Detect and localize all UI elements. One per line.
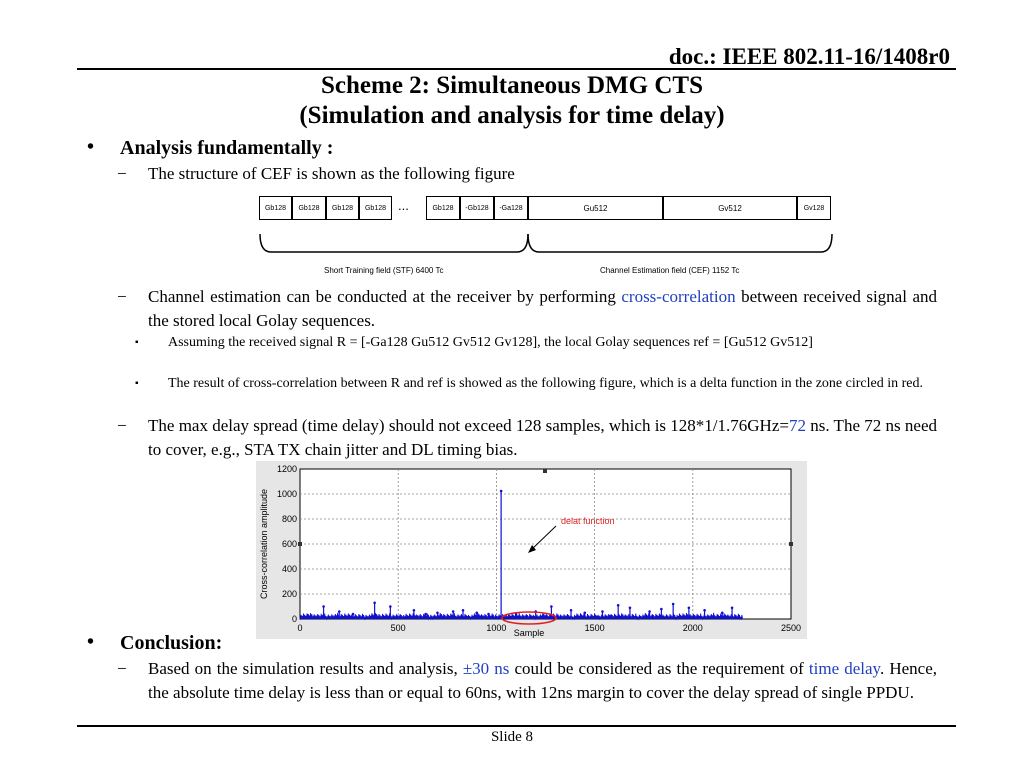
ellipsis: ...: [398, 198, 409, 213]
square-bullet: ▪: [135, 337, 139, 348]
data-point: [373, 601, 376, 604]
y-tick-label: 0: [291, 614, 297, 624]
data-point: [648, 610, 651, 613]
dash-glyph: −: [117, 659, 127, 678]
y-axis-label: Cross-correlation amplitude: [259, 488, 269, 600]
handle: [543, 469, 547, 473]
brace-lines: [255, 228, 840, 258]
slide-title-line2: (Simulation and analysis for time delay): [299, 102, 725, 129]
field-box: Gb128: [359, 196, 392, 220]
x-tick-label: 2000: [682, 623, 703, 633]
conclusion-heading: Conclusion:: [120, 632, 223, 654]
conclusion-text-c: . Hence, the absolute time delay is less than or equal to 60ns, with 12ns margin to cover the delay spread of single PPDU.: [148, 659, 937, 702]
cef-label: Channel Estimation field (CEF) 1152 Tc: [600, 266, 740, 275]
data-point: [601, 610, 604, 613]
analysis-sq2: The result of cross-correlation between R and ref is showed as the following figure, which is a delta function in the zone circled in red.: [168, 376, 923, 391]
data-point: [629, 606, 632, 609]
square-bullet: ▪: [135, 378, 139, 389]
analysis-sq1: Assuming the received signal R = [-Ga128 Gu512 Gv512 Gv128], the local Golay sequences ref = [Gu512 Gv512]: [168, 335, 813, 350]
doc-id: doc.: IEEE 802.11-16/1408r0: [668, 44, 950, 69]
y-tick-label: 600: [281, 539, 297, 549]
x-tick-label: 1000: [486, 623, 507, 633]
analysis-sub3: [148, 414, 937, 462]
y-tick-label: 200: [281, 589, 297, 599]
stf-brace: [260, 234, 528, 252]
data-point: [617, 604, 620, 607]
data-point: [436, 611, 439, 614]
data-point: [475, 611, 478, 614]
analysis-sub2: [148, 285, 937, 333]
field-box: -Gb128: [460, 196, 494, 220]
analysis-sub1: The structure of CEF is shown as the following figure: [148, 164, 515, 183]
slide-title-line1: Scheme 2: Simultaneous DMG CTS: [321, 72, 703, 99]
data-point: [672, 603, 675, 606]
data-point: [583, 611, 586, 614]
data-point: [721, 611, 724, 614]
conclusion-value-2: time delay: [808, 659, 880, 678]
handle: [789, 542, 793, 546]
x-tick-label: 0: [297, 623, 303, 633]
data-point: [322, 605, 325, 608]
field-box: -Ga128: [494, 196, 528, 220]
cross-correlation-chart: [256, 461, 807, 639]
dash-glyph: −: [117, 164, 127, 183]
conclusion-text-b: could be considered as the requirement of: [509, 659, 809, 678]
cef-brace: [528, 234, 832, 252]
delay-value: 72: [788, 416, 806, 435]
field-box: Gb128: [259, 196, 292, 220]
data-point: [688, 606, 691, 609]
x-tick-label: 2500: [780, 623, 802, 633]
data-point: [703, 609, 706, 612]
y-tick-label: 1000: [276, 489, 297, 499]
delta-annotation: delat function: [561, 516, 615, 526]
dash-glyph: −: [117, 416, 127, 435]
data-point: [500, 490, 503, 493]
field-box: Gb128: [326, 196, 359, 220]
dash-glyph: −: [117, 287, 127, 306]
x-tick-label: 500: [390, 623, 406, 633]
slide-number: Slide 8: [490, 729, 534, 745]
sub3-text-a: The max delay spread (time delay) should not exceed 128 samples, which is 128*1/1.76GHz=: [148, 416, 789, 435]
y-tick-label: 400: [281, 564, 297, 574]
bullet-glyph: •: [87, 136, 95, 158]
data-point: [452, 610, 455, 613]
y-tick-label: 800: [281, 514, 297, 524]
data-point: [307, 614, 310, 617]
x-axis-label: Sample: [513, 628, 545, 638]
conclusion-text: [148, 657, 937, 705]
data-point: [550, 605, 553, 608]
field-box: Gv512: [663, 196, 797, 220]
data-point: [338, 610, 341, 613]
x-tick-label: 1500: [584, 623, 605, 633]
data-point: [731, 606, 734, 609]
noise-band: [300, 617, 742, 619]
conclusion-text-a: Based on the simulation results and analysis,: [148, 659, 463, 678]
data-point: [352, 613, 355, 616]
data-point: [570, 609, 573, 612]
sub3-text-b: ns. The 72 ns need to cover, e.g., STA TX chain jitter and DL timing bias.: [148, 416, 937, 459]
field-box: Gu512: [528, 196, 663, 220]
stf-label: Short Training field (STF) 6400 Tc: [324, 266, 444, 275]
data-point: [487, 613, 490, 616]
footer-rule: [77, 725, 956, 727]
data-point: [389, 605, 392, 608]
data-point: [424, 613, 427, 616]
field-box: Gb128: [292, 196, 326, 220]
bullet-glyph: •: [87, 631, 95, 653]
handle: [298, 542, 302, 546]
field-box: Gv128: [797, 196, 831, 220]
sub2-text-b: between received signal and the stored local Golay sequences.: [148, 287, 938, 330]
sub2-text-a: Channel estimation can be conducted at the receiver by performing: [148, 287, 622, 306]
conclusion-value-1: ±30 ns: [462, 659, 510, 678]
cross-correlation-term: cross-correlation: [621, 287, 736, 306]
field-box: Gb128: [426, 196, 460, 220]
y-tick-label: 1200: [276, 464, 297, 474]
data-point: [660, 608, 663, 611]
data-point: [413, 609, 416, 612]
data-point: [462, 609, 465, 612]
analysis-heading: Analysis fundamentally :: [120, 137, 334, 159]
